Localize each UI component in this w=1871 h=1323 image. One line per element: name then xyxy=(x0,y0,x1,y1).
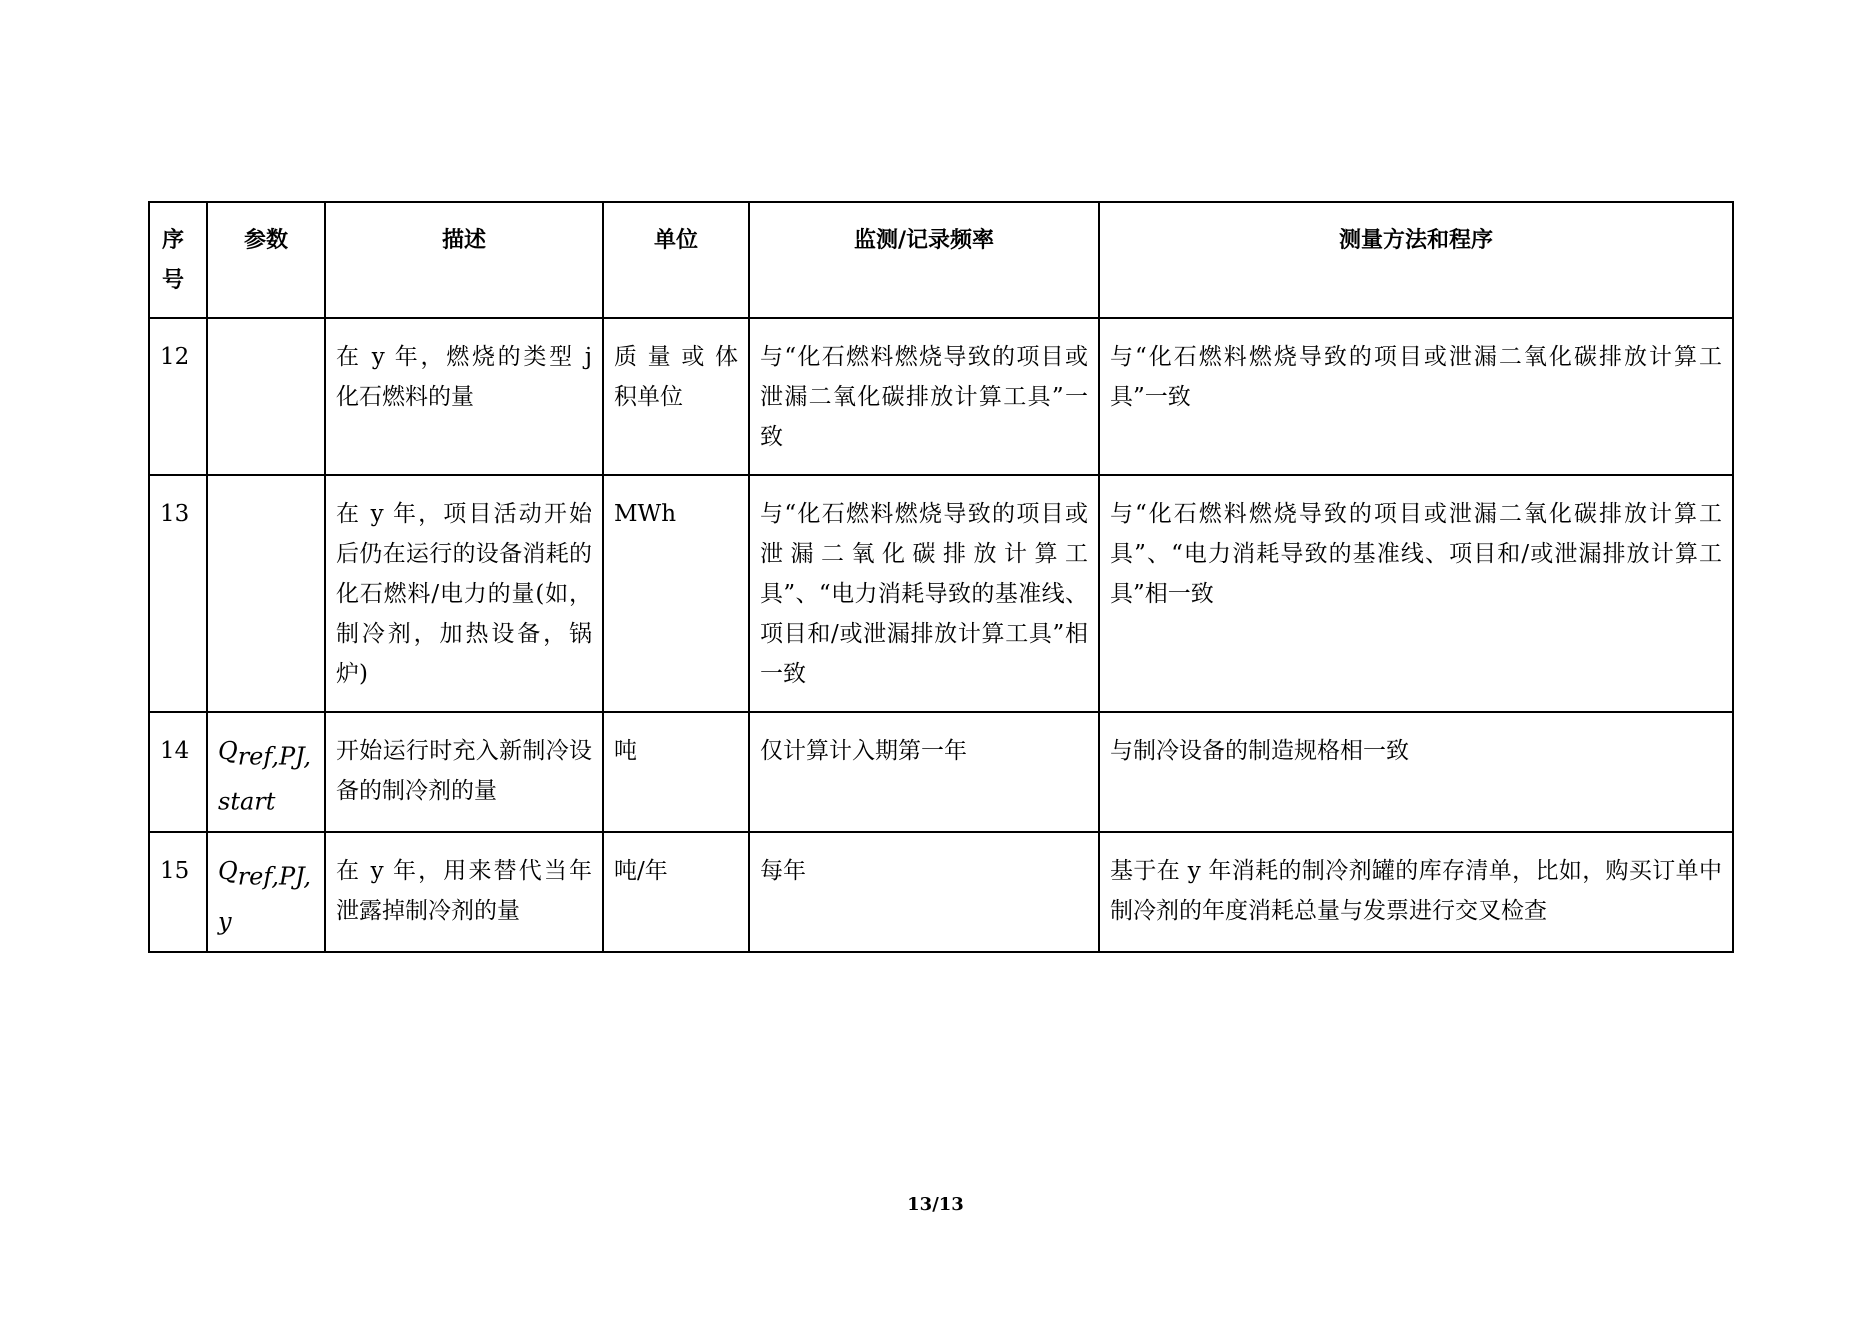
table-header-row xyxy=(149,202,1733,318)
cell-parameter xyxy=(207,832,325,952)
cell-unit: MWh xyxy=(603,475,749,712)
header-serial-number: 序号 xyxy=(149,202,207,318)
parameter-symbol: Q xyxy=(218,857,238,886)
cell-serial-number: 12 xyxy=(149,318,207,475)
cell-description: 开始运行时充入新制冷设备的制冷剂的量 xyxy=(325,712,603,832)
table-row xyxy=(149,712,1733,832)
monitoring-parameters-table xyxy=(148,201,1734,953)
header-parameter: 参数 xyxy=(207,202,325,318)
parameter-subscript: ref,PJ,start xyxy=(218,742,312,816)
cell-frequency: 仅计算计入期第一年 xyxy=(749,712,1099,832)
cell-serial-number: 14 xyxy=(149,712,207,832)
cell-parameter xyxy=(207,318,325,475)
cell-description: 在 y 年，燃烧的类型 j 化石燃料的量 xyxy=(325,318,603,475)
cell-method: 与“化石燃料燃烧导致的项目或泄漏二氧化碳排放计算工具”一致 xyxy=(1099,318,1733,475)
header-frequency: 监测/记录频率 xyxy=(749,202,1099,318)
cell-frequency: 与“化石燃料燃烧导致的项目或泄漏二氧化碳排放计算工具”、“电力消耗导致的基准线、项目和/或泄漏排放计算工具”相一致 xyxy=(749,475,1099,712)
cell-serial-number: 15 xyxy=(149,832,207,952)
header-method: 测量方法和程序 xyxy=(1099,202,1733,318)
cell-serial-number: 13 xyxy=(149,475,207,712)
cell-description: 在 y 年，用来替代当年泄露掉制冷剂的量 xyxy=(325,832,603,952)
cell-method: 基于在 y 年消耗的制冷剂罐的库存清单，比如，购买订单中制冷剂的年度消耗总量与发票进行交叉检查 xyxy=(1099,832,1733,952)
cell-frequency: 每年 xyxy=(749,832,1099,952)
cell-method: 与“化石燃料燃烧导致的项目或泄漏二氧化碳排放计算工具”、“电力消耗导致的基准线、项目和/或泄漏排放计算工具”相一致 xyxy=(1099,475,1733,712)
page-number: 13/13 xyxy=(907,1194,964,1215)
data-table-container xyxy=(148,201,1732,953)
parameter-subscript: ref,PJ,y xyxy=(218,862,312,936)
cell-frequency: 与“化石燃料燃烧导致的项目或泄漏二氧化碳排放计算工具”一致 xyxy=(749,318,1099,475)
cell-unit: 质 量 或 体 积单位 xyxy=(603,318,749,475)
cell-method: 与制冷设备的制造规格相一致 xyxy=(1099,712,1733,832)
cell-unit: 吨 xyxy=(603,712,749,832)
parameter-symbol: Q xyxy=(218,737,238,765)
table-row xyxy=(149,318,1733,475)
cell-unit: 吨/年 xyxy=(603,832,749,952)
cell-parameter xyxy=(207,712,325,832)
table-row xyxy=(149,832,1733,952)
cell-description: 在 y 年，项目活动开始后仍在运行的设备消耗的化石燃料/电力的量(如，制冷剂，加热设备，锅炉) xyxy=(325,475,603,712)
header-unit: 单位 xyxy=(603,202,749,318)
header-description: 描述 xyxy=(325,202,603,318)
table-row xyxy=(149,475,1733,712)
cell-parameter xyxy=(207,475,325,712)
